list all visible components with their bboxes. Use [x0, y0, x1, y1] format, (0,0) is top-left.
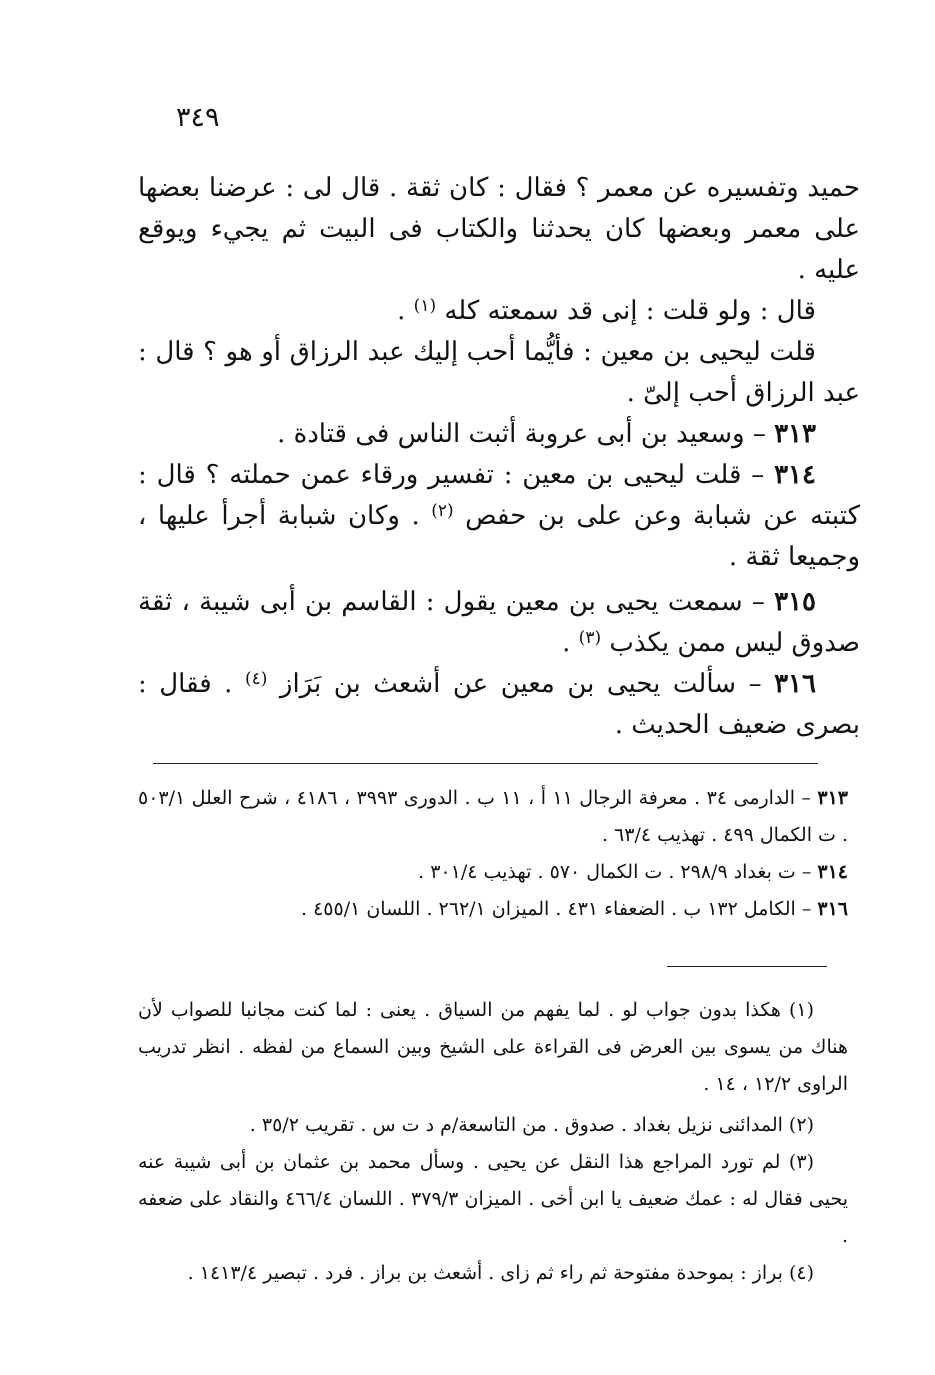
- paragraph-question: قلت ليحيى بن معين : فأيُّما أحب إليك عبد الرزاق أو هو ؟ قال : عبد الرزاق أحب إلىّ .: [138, 337, 860, 408]
- source-316-number: ٣١٦: [817, 898, 848, 920]
- main-text: [138, 168, 860, 746]
- entry-316: [138, 664, 860, 746]
- footnote-1: (١) هكذا بدون جواب لو . لما يفهم من السياق . يعنى : لما كنت مجانبا للصواب لأن هناك من يسوى بين العرض فى القراءة على الشيخ وبين السماع من لفظه . انظر تدريب الراوى ١٢/٢ ، ١٤ .: [138, 999, 848, 1095]
- footnote-4: (٤) براز : بموحدة مفتوحة ثم راء ثم زاى . أشعث بن براز . فرد . تبصير ١٤١٣/٤ .: [187, 1262, 814, 1284]
- page-number: ٣٤٩: [176, 102, 220, 133]
- footnote-ref-2[interactable]: (٢): [431, 501, 454, 521]
- paragraph-quote-end: .: [397, 296, 414, 326]
- footnote-2: (٢) المدائنى نزيل بغداد . صدوق . من التاسعة/م د ت س . تقريب ٣٥/٢ .: [249, 1114, 814, 1136]
- entry-314: [138, 455, 860, 578]
- entry-314-number: ٣١٤: [774, 460, 816, 490]
- source-316: [138, 891, 848, 928]
- footnotes-section: [138, 992, 848, 1292]
- paragraph-quote-text: قال : ولو قلت : إنى قد سمعته كله: [444, 296, 816, 326]
- source-313-text: – الدارمى ٣٤ . معرفة الرجال ١١ أ ، ١١ ب . الدورى ٣٩٩٣ ، ٤١٨٦ ، شرح العلل ٥٠٣/١ . ت الكمال ٤٩٩ . تهذيب ٦٣/٤ .: [138, 787, 848, 846]
- source-314-number: ٣١٤: [817, 861, 848, 883]
- entry-316-text-a: – سألت يحيى بن معين عن أشعث بن بَرَاز: [267, 669, 775, 699]
- entry-314-text-b: . وكان شبابة أجرأ عليها ، وجميعا ثقة .: [138, 501, 860, 572]
- paragraph-continuation: حميد وتفسيره عن معمر ؟ فقال : كان ثقة . قال لى : عرضنا بعضها على معمر وبعضها كان يحدثنا والكتاب فى البيت ثم يجيء ويوقع عليه .: [138, 173, 860, 285]
- sources-section: [138, 780, 848, 928]
- source-314-text: – ت بغداد ٢٩٨/٩ . ت الكمال ٥٧٠ . تهذيب ٣٠١/٤ .: [418, 861, 818, 883]
- entry-313: [138, 414, 860, 455]
- paragraph-quote: [138, 291, 860, 332]
- entry-315-text-b: .: [562, 628, 579, 658]
- source-313: [138, 780, 848, 854]
- source-316-text: – الكامل ١٣٢ ب . الضعفاء ٤٣١ . الميزان ٢٦٢/١ . اللسان ٤٥٥/١ .: [300, 898, 818, 920]
- entry-313-number: ٣١٣: [774, 419, 816, 449]
- source-314: [138, 854, 848, 891]
- footnote-ref-3[interactable]: (٣): [578, 628, 602, 648]
- entry-313-text: – وسعيد بن أبى عروبة أثبت الناس فى قتادة .: [277, 419, 775, 449]
- entry-315: [138, 582, 860, 664]
- sources-divider: [153, 763, 818, 764]
- entry-316-number: ٣١٦: [774, 669, 816, 699]
- entry-315-number: ٣١٥: [774, 587, 816, 617]
- entry-316-text-b: . فقال : بصرى ضعيف الحديث .: [138, 669, 860, 740]
- footnotes-divider: [667, 966, 827, 967]
- source-313-number: ٣١٣: [817, 787, 848, 809]
- footnote-ref-4[interactable]: (٤): [244, 669, 268, 689]
- entry-315-text-a: – سمعت يحيى بن معين يقول : القاسم بن أبى شيبة ، ثقة صدوق ليس ممن يكذب: [138, 587, 860, 658]
- entry-314-text-a: – قلت ليحيى بن معين : تفسير ورقاء عمن حملته ؟ قال : كتبته عن شبابة وعن على بن حفص: [138, 460, 860, 531]
- footnote-ref-1[interactable]: (١): [413, 296, 437, 316]
- footnote-3: (٣) لم تورد المراجع هذا النقل عن يحيى . وسأل محمد بن عثمان بن أبى شيبة عنه يحيى فقال له : عمك ضعيف يا ابن أخى . الميزان ٣٧٩/٣ . اللسان ٤٦٦/٤ والنقاد على ضعفه .: [138, 1151, 848, 1247]
